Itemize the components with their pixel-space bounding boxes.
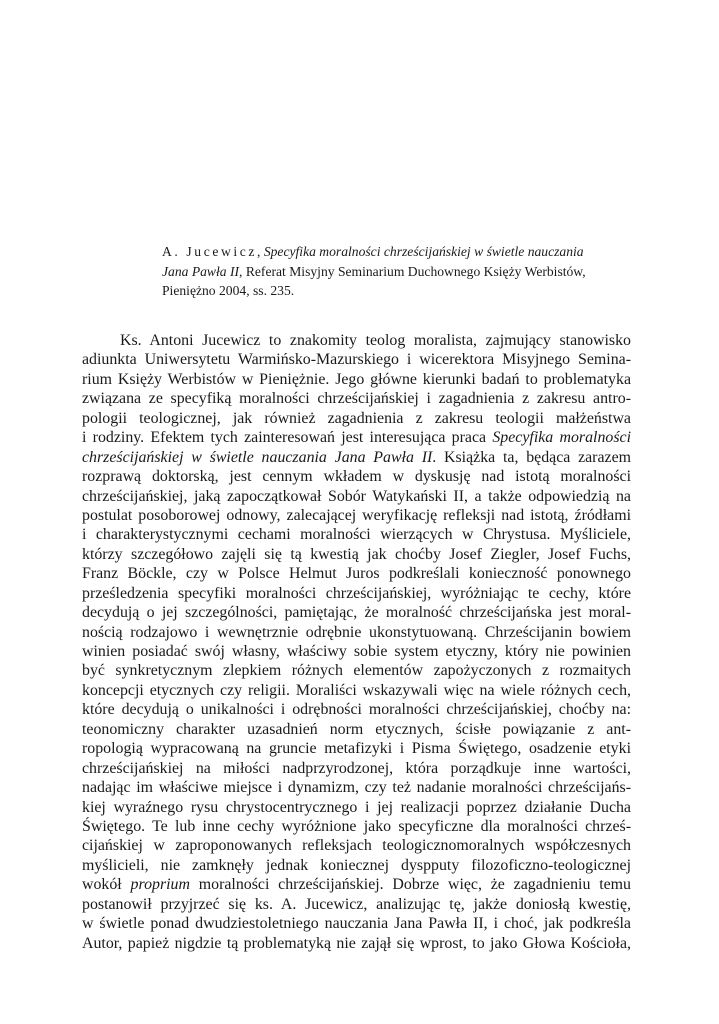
body-line [82, 428, 631, 447]
proprium-italic: proprium [130, 876, 190, 894]
body-line: cijańskiej w zaproponowanych refleksjach teologicznomoralnych współczesnych [82, 837, 631, 855]
body-line [82, 875, 631, 894]
body-line: ropologią wypracowaną na gruncie metafizyki i Pisma Świętego, osadzenie etyki [82, 740, 631, 758]
body-line: prześledzenia specyfiki moralności chrześcijańskiej, wyróżniając te cechy, które [82, 584, 631, 602]
body-line: myślicieli, nie zamknęły jednak koniecznej dyspputy filozoficzno-teologicznej [82, 856, 631, 874]
citation-comma: , [257, 244, 264, 259]
body-line: rium Księży Werbistów w Pieniężnie. Jego główne kierunki badań to problematyka [82, 370, 631, 388]
body-line: w świetle ponad dwudziestoletniego nauczania Jana Pawła II, i choć, jak podkreśla [82, 915, 631, 933]
body-line-text: i rodziny. Efektem tych zainteresowań jest interesująca praca [82, 429, 487, 447]
review-body [82, 331, 631, 953]
body-line: być synkretycznym zlepkiem różnych elementów zapożyczonych z rozmaitych [82, 662, 631, 680]
book-title-italic: Specyfika moralności [492, 429, 631, 447]
body-line-text: wokół [82, 876, 122, 894]
body-line-text: moralności chrześcijańskiej. Dobrze więc, że zagadnieniu temu [198, 876, 631, 894]
body-line: Franz Böckle, czy w Polsce Helmut Juros podkreślali konieczność ponownego [82, 565, 631, 583]
body-line: które decydują o unikalności i odrębności moralności chrześcijańskiej, choćby na: [82, 701, 631, 719]
body-line: postanowił przyjrzeć się ks. A. Jucewicz, analizując tę, jakże doniosłą kwestię, [82, 895, 631, 913]
body-line: postulat posoborowej odnowy, zalecającej weryfikację refleksji nad istotą, źródłami [82, 506, 631, 524]
body-line: rozprawą doktorską, jest cennym wkładem w dyskusję nad istotą moralności [82, 468, 631, 486]
body-line-text: . Książka ta, będąca zarazem [432, 448, 631, 466]
body-line: nością rodzajowo i wewnętrznie odrębnie ukonstytuowaną. Chrześcijanin bowiem [82, 623, 631, 641]
body-line: pologii teologicznej, jak również zagadnienia z zakresu teologii małżeństwa [82, 409, 631, 427]
body-line: związana ze specyfiką moralności chrześcijańskiej i zagadnienia z zakresu antro- [82, 390, 631, 408]
citation-place-year-pages: Pieniężno 2004, ss. 235. [162, 283, 295, 298]
body-line: nadając im właściwe miejsce i dynamizm, czy też nadanie moralności chrześcijańs- [82, 779, 631, 797]
citation-author: A. Jucewicz [162, 244, 258, 259]
body-line: Autor, papież nigdzie tą problematyką nie zajął się wprost, to jako Głowa Kościoła, [82, 934, 631, 952]
book-title-italic-cont: chrześcijańskiej w świetle nauczania Jana Pawła II [82, 448, 433, 466]
body-line: decydują o jej szczególności, pamiętając, że moralność chrześcijańska jest moral- [82, 604, 631, 622]
body-line: kiej wyraźnego rysu chrystocentrycznego i jej realizacji poprzez działanie Ducha [82, 798, 631, 816]
body-line: Świętego. Te lub inne cechy wyróżnione jako specyficzne dla moralności chrześ- [82, 817, 631, 835]
body-line: teonomiczny charakter uzasadnień norm etycznych, ścisłe powiązanie z ant- [82, 720, 631, 738]
body-line: koncepcji etycznych czy religii. Moraliści wskazywali więc na wiele różnych cech, [82, 681, 631, 699]
citation-title-part2: Jana Pawła II [162, 263, 240, 279]
body-line: którzy szczegółowo zajęli się tą kwestią jak choćby Josef Ziegler, Josef Fuchs, [82, 545, 631, 563]
citation-title-part1: Specyfika moralności chrześcijańskiej w świetle nauczania [263, 244, 584, 259]
citation-publisher: , Referat Misyjny Seminarium Duchownego Księży Werbistów, [239, 263, 586, 279]
body-line: adiunkta Uniwersytetu Warmińsko-Mazurskiego i wicerektora Misyjnego Semina- [82, 351, 631, 369]
body-line: chrześcijańskiej na miłości nadprzyrodzonej, która porządkuje inne wartości, [82, 759, 631, 777]
book-citation [162, 242, 630, 301]
body-line: Ks. Antoni Jucewicz to znakomity teolog moralista, zajmujący stanowisko [120, 332, 631, 349]
body-line: i charakterystycznymi cechami moralności wierzących w Chrystusa. Myśliciele, [82, 526, 631, 544]
body-line: chrześcijańskiej, jaką zapoczątkował Sobór Watykański II, a także odpowiedzią na [82, 487, 631, 505]
body-line: winien posiadać swój własny, właściwy sobie system etyczny, który nie powinien [82, 643, 631, 660]
body-line [82, 448, 631, 467]
